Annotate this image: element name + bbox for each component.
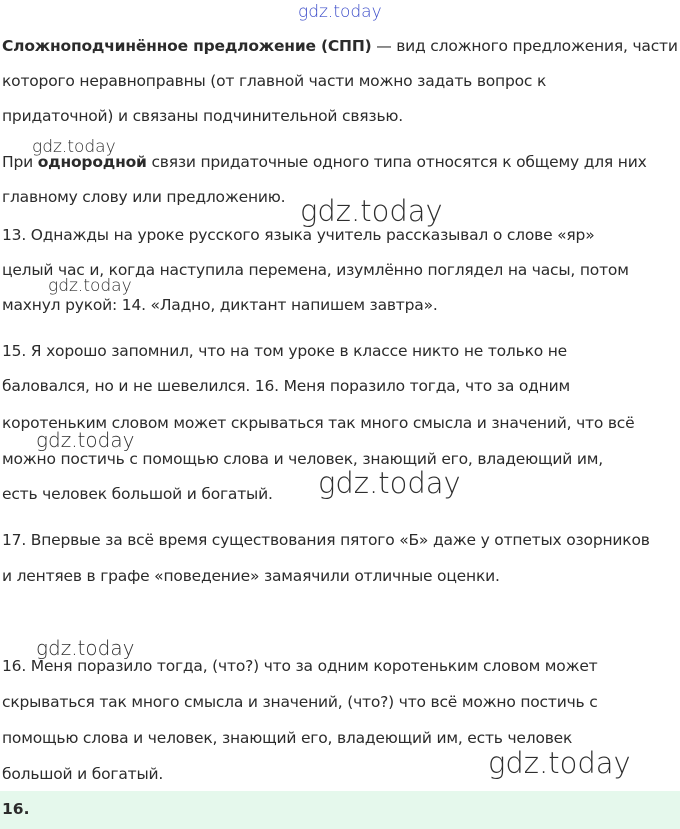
watermark-top: gdz.today: [298, 2, 382, 22]
text-line: 15. Я хорошо запомнил, что на том уроке в классе никто не только не: [2, 342, 568, 360]
answer-label: 16.: [2, 800, 30, 818]
analysis-line: большой и богатый.: [2, 765, 164, 783]
text-line: 13. Однажды на уроке русского языка учитель рассказывал о слове «яр»: [2, 226, 595, 244]
homogeneous-line: главному слову или предложению.: [2, 188, 286, 206]
text-line: 17. Впервые за всё время существования пятого «Б» даже у отпетых озорников: [2, 531, 650, 549]
text-line: и лентяев в графе «поведение» замаячили отличные оценки.: [2, 567, 500, 585]
text-line: баловался, но и не шевелился. 16. Меня поразило тогда, что за одним: [2, 377, 570, 395]
text-line: махнул рукой: 14. «Ладно, диктант напишем завтра».: [2, 296, 438, 314]
watermark: gdz.today: [36, 636, 135, 660]
homogeneous-line: [2, 152, 647, 172]
text-line: есть человек большой и богатый.: [2, 485, 273, 503]
watermark: gdz.today: [32, 137, 116, 157]
homogeneous-prefix: При: [2, 153, 38, 171]
watermark: gdz.today: [48, 276, 132, 296]
homogeneous-term: однородной: [37, 153, 147, 171]
analysis-line: помощью слова и человек, знающий его, владеющий им, есть человек: [2, 729, 573, 747]
definition-term: Сложноподчинённое предложение (СПП): [2, 37, 372, 55]
watermark: gdz.today: [300, 194, 443, 228]
text-line: коротеньким словом может скрываться так много смысла и значений, что всё: [2, 414, 635, 432]
answer-bar: [0, 791, 680, 829]
definition-text: — вид сложного предложения, части: [371, 37, 678, 55]
definition-line: придаточной) и связаны подчинительной связью.: [2, 107, 403, 125]
watermark: gdz.today: [488, 746, 631, 780]
analysis-line: скрываться так много смысла и значений, (что?) что всё можно постичь с: [2, 693, 598, 711]
watermark: gdz.today: [36, 428, 135, 452]
analysis-line: 16. Меня поразило тогда, (что?) что за одним коротеньким словом может: [2, 657, 598, 675]
definition-line: которого неравноправны (от главной части можно задать вопрос к: [2, 72, 547, 90]
text-line: можно постичь с помощью слова и человек, знающий его, владеющий им,: [2, 450, 603, 468]
definition-line: [2, 36, 678, 56]
homogeneous-text: связи придаточные одного типа относятся к общему для них: [146, 153, 647, 171]
text-line: целый час и, когда наступила перемена, изумлённо поглядел на часы, потом: [2, 261, 629, 279]
watermark: gdz.today: [318, 466, 461, 500]
